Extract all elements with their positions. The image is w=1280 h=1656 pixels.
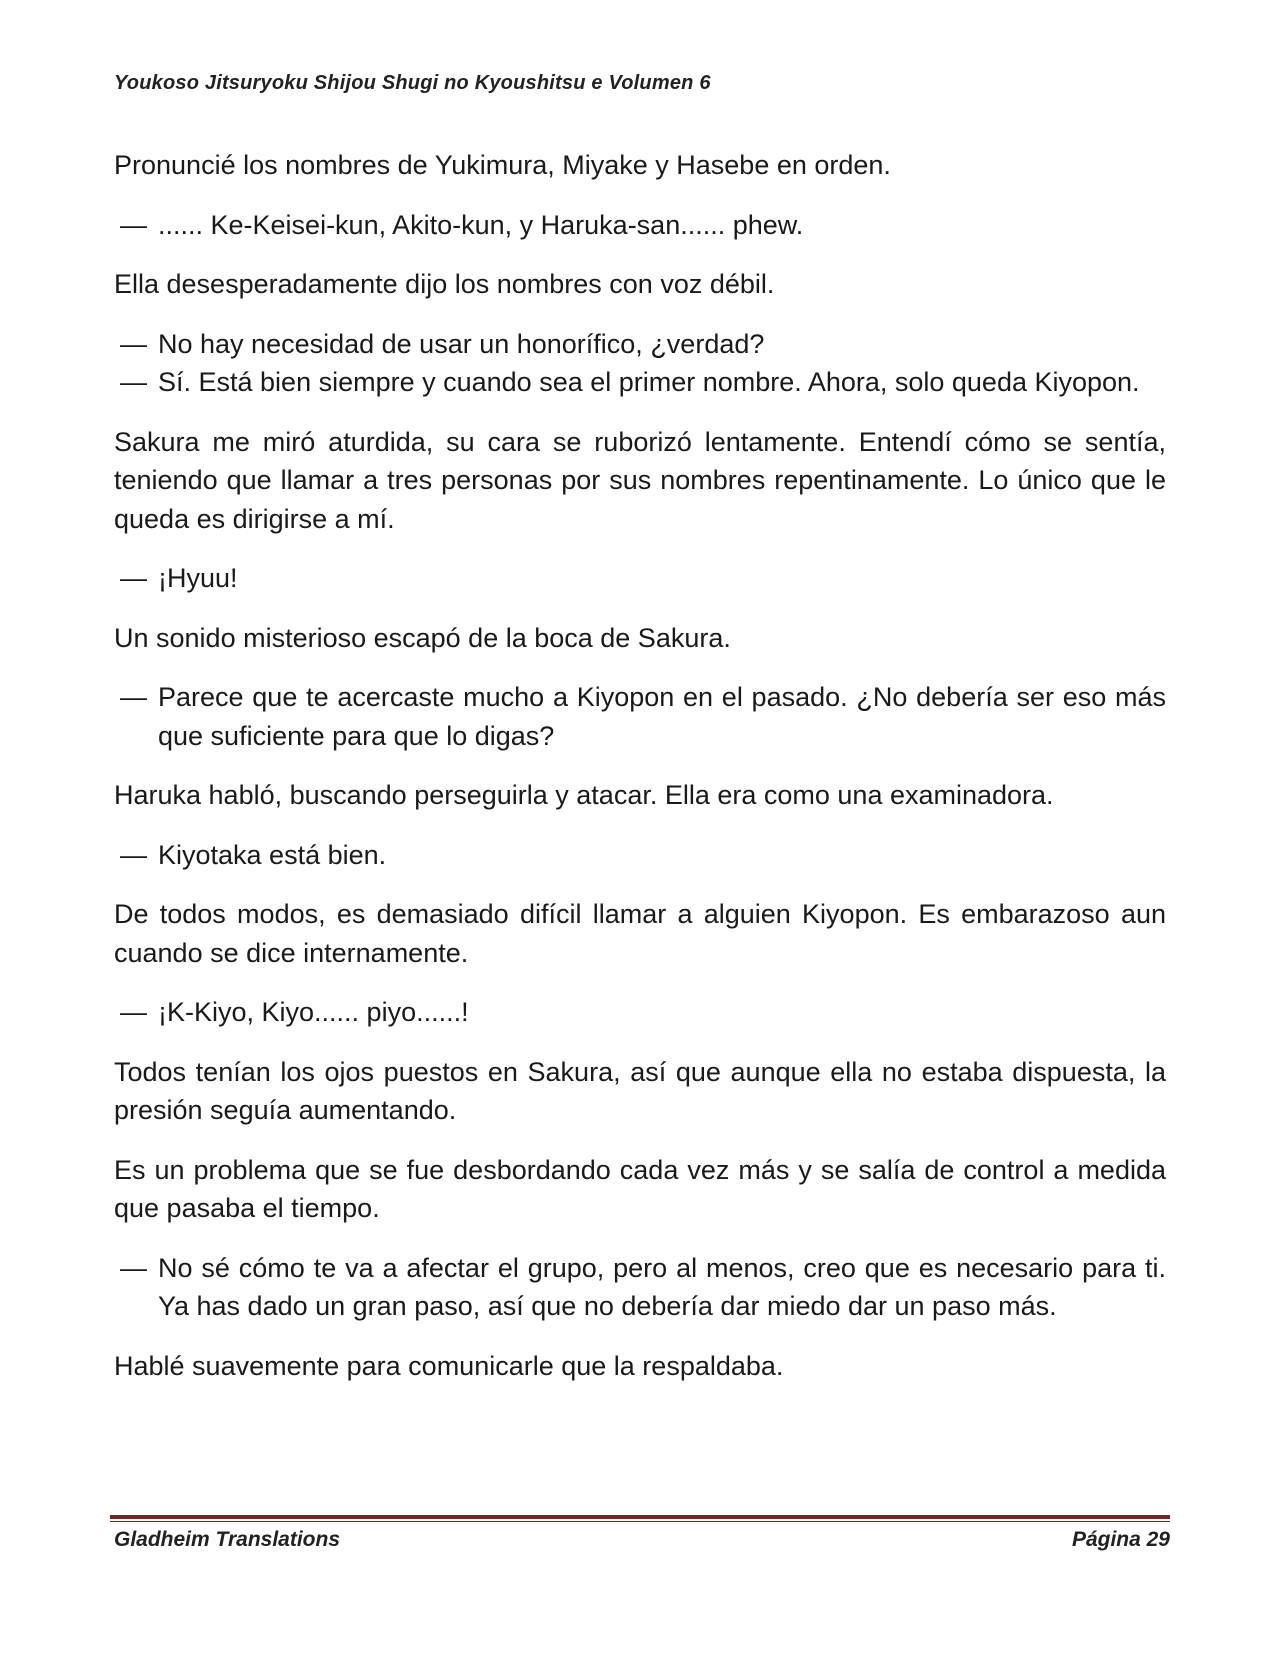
dialogue-dash: — xyxy=(120,563,147,593)
dialogue-group xyxy=(114,325,1166,402)
footer-divider-thin xyxy=(110,1521,1170,1522)
dialogue-group xyxy=(114,559,1166,598)
dialogue-line xyxy=(114,678,1166,755)
dialogue-line xyxy=(114,836,1166,875)
dialogue-line xyxy=(114,1249,1166,1326)
paragraph: Un sonido misterioso escapó de la boca de Sakura. xyxy=(114,622,731,653)
dialogue-dash: — xyxy=(120,839,147,870)
dialogue-dash: — xyxy=(120,328,147,359)
page-number: Página 29 xyxy=(1071,1528,1170,1551)
dialogue-line xyxy=(114,363,1166,402)
dialogue-group xyxy=(114,1249,1166,1326)
dialogue-text: Kiyotaka está bien. xyxy=(158,839,387,870)
paragraph: Haruka habló, buscando perseguirla y atacar. Ella era como una examinadora. xyxy=(114,780,1054,810)
dialogue-dash: — xyxy=(120,1252,147,1283)
dialogue-group xyxy=(114,206,1166,245)
dialogue-text: ¡K-Kiyo, Kiyo...... piyo......! xyxy=(158,997,469,1027)
paragraph: Hablé suavemente para comunicarle que la respaldaba. xyxy=(114,1350,784,1381)
dialogue-dash: — xyxy=(120,682,147,712)
dialogue-dash: — xyxy=(120,367,147,397)
paragraph: Todos tenían los ojos puestos en Sakura, así que aunque ella no estaba dispuesta, la presión seguía aumentando. xyxy=(114,1056,1166,1125)
footer-divider xyxy=(110,1515,1170,1522)
dialogue-line xyxy=(114,559,1166,598)
dialogue-text: No hay necesidad de usar un honorífico, ¿verdad? xyxy=(158,328,765,359)
page-header-title: Youkoso Jitsuryoku Shijou Shugi no Kyoushitsu e Volumen 6 xyxy=(114,72,711,94)
dialogue-line xyxy=(114,325,1166,364)
dialogue-dash: — xyxy=(120,997,147,1027)
page-body xyxy=(114,146,1166,1406)
dialogue-text: No sé cómo te va a afectar el grupo, pero al menos, creo que es necesario para ti. Ya has dado un gran paso, así que no debería dar miedo dar un paso más. xyxy=(158,1252,1166,1321)
dialogue-dash: — xyxy=(120,209,147,240)
dialogue-text: Parece que te acercaste mucho a Kiyopon en el pasado. ¿No debería ser eso más que suficiente para que lo digas? xyxy=(158,682,1166,751)
dialogue-text: Sí. Está bien siempre y cuando sea el primer nombre. Ahora, solo queda Kiyopon. xyxy=(158,367,1140,397)
dialogue-group xyxy=(114,836,1166,875)
paragraph: De todos modos, es demasiado difícil llamar a alguien Kiyopon. Es embarazoso aun cuando se dice internamente. xyxy=(114,899,1166,968)
paragraph: Es un problema que se fue desbordando cada vez más y se salía de control a medida que pasaba el tiempo. xyxy=(114,1154,1166,1223)
dialogue-line xyxy=(114,206,1166,245)
footer-divider-thick xyxy=(110,1515,1170,1519)
paragraph: Ella desesperadamente dijo los nombres con voz débil. xyxy=(114,269,775,299)
dialogue-group xyxy=(114,993,1166,1032)
dialogue-line xyxy=(114,993,1166,1032)
paragraph: Pronuncié los nombres de Yukimura, Miyake y Hasebe en orden. xyxy=(114,150,891,180)
footer-credit: Gladheim Translations xyxy=(114,1528,341,1551)
dialogue-group xyxy=(114,678,1166,755)
dialogue-text: ...... Ke-Keisei-kun, Akito-kun, y Haruka-san...... phew. xyxy=(158,209,804,240)
dialogue-text: ¡Hyuu! xyxy=(158,563,238,593)
paragraph: Sakura me miró aturdida, su cara se ruborizó lentamente. Entendí cómo se sentía, teniendo que llamar a tres personas por sus nombres repentinamente. Lo único que le queda es dirigirse a mí. xyxy=(114,426,1166,534)
